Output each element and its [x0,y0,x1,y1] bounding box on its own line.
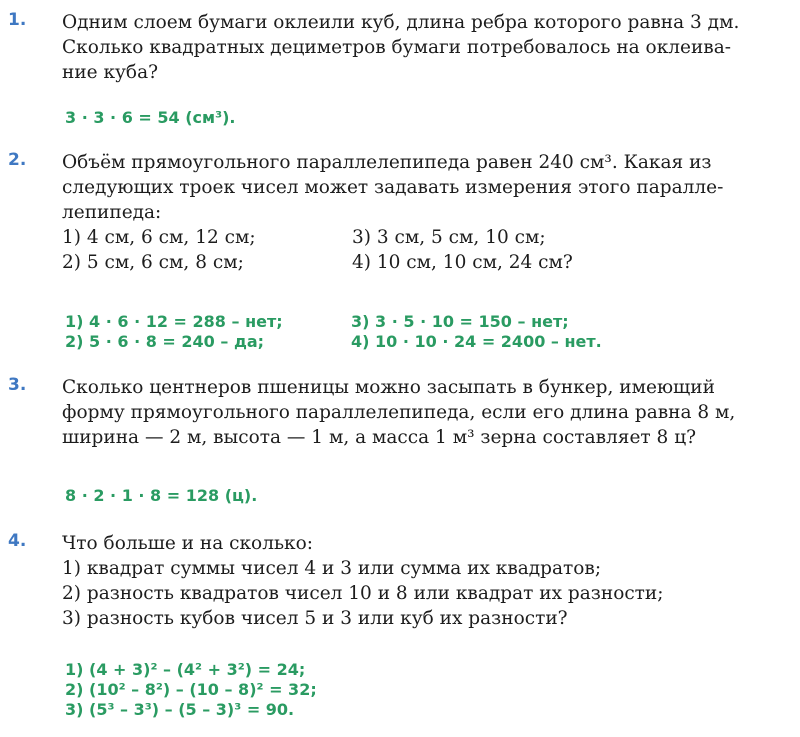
problem-question [62,10,794,85]
problem-number: 4. [8,531,27,551]
answer-line: 1) (4 + 3)² – (4² + 3²) = 24; [65,660,306,679]
options-row [62,225,794,250]
problem-question [62,531,794,631]
question-line: ширина — 2 м, высота — 1 м, а масса 1 м³ зерна составляет 8 ц? [62,427,697,448]
answer-line [65,312,602,332]
option: 3) 3 см, 5 см, 10 см; [352,227,546,248]
answer-line: 3 · 3 · 6 = 54 (см³). [65,108,236,127]
option: 4) 10 см, 10 см, 24 см? [352,252,573,273]
question-line: форму прямоугольного параллелепипеда, если его длина равна 8 м, [62,402,736,423]
question-line: лепипеда: [62,202,162,223]
problem-question [62,375,794,450]
answer-line: 8 · 2 · 1 · 8 = 128 (ц). [65,486,258,505]
question-line: Одним слоем бумаги оклеили куб, длина ребра которого равна 3 дм. [62,12,740,33]
problem-number: 3. [8,375,27,395]
problem-answer [65,486,257,506]
answer-line [65,332,602,352]
answer-item: 2) 5 · 6 · 8 = 240 – да; [65,332,265,351]
problem-answer [65,660,317,720]
answer-line: 3) (5³ – 3³) – (5 – 3)³ = 90. [65,700,295,719]
question-line: ние куба? [62,62,159,83]
question-line: 1) квадрат суммы чисел 4 и 3 или сумма их квадратов; [62,558,602,579]
question-line: Объём прямоугольного параллелепипеда равен 240 см³. Какая из [62,152,712,173]
answer-item: 3) 3 · 5 · 10 = 150 – нет; [351,312,569,331]
problem-answer [65,312,602,352]
answer-item: 1) 4 · 6 · 12 = 288 – нет; [65,312,283,331]
question-line: Сколько квадратных дециметров бумаги потребовалось на оклеива- [62,37,731,58]
question-line: 2) разность квадратов чисел 10 и 8 или квадрат их разности; [62,583,664,604]
problem-number: 2. [8,150,27,170]
question-line: Сколько центнеров пшеницы можно засыпать в бункер, имеющий [62,377,715,398]
options-row [62,250,794,275]
answer-line: 2) (10² – 8²) – (10 – 8)² = 32; [65,680,317,699]
question-line: следующих троек чисел может задавать измерения этого паралле- [62,177,724,198]
answer-item: 4) 10 · 10 · 24 = 2400 – нет. [351,332,602,351]
question-line: Что больше и на сколько: [62,533,313,554]
option: 2) 5 см, 6 см, 8 см; [62,252,244,273]
problem-answer [65,108,236,128]
question-line: 3) разность кубов чисел 5 и 3 или куб их разности? [62,608,568,629]
problem-number: 1. [8,10,27,30]
option: 1) 4 см, 6 см, 12 см; [62,227,256,248]
problem-question [62,150,794,275]
